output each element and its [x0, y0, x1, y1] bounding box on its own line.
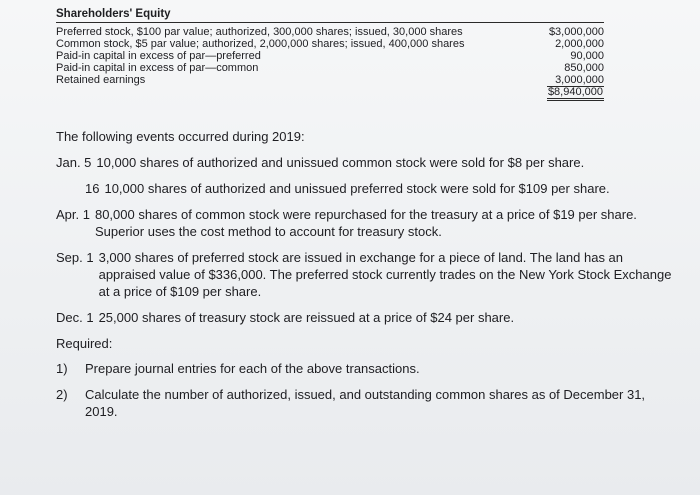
event-date: Apr. 1 [56, 207, 90, 222]
required-number: 1) [56, 361, 68, 376]
equity-row-label: Preferred stock, $100 par value; authorized, 300,000 shares; issued, 30,000 shares [56, 25, 463, 38]
event-text: 80,000 shares of common stock were repurchased for the treasury at a price of $19 per share. Superior uses the cost method to account for treasury stock. [94, 207, 637, 239]
equity-row-label: Paid-in capital in excess of par—preferred [56, 49, 261, 62]
equity-row-amount: 3,000,000 [555, 73, 604, 86]
event-date: Jan. 5 [56, 155, 92, 170]
equity-row-label: Paid-in capital in excess of par—common [56, 61, 259, 74]
required-text: Calculate the number of authorized, issued, and outstanding common shares as of December 31, 2019. [85, 387, 646, 419]
equity-row-amount: $3,000,000 [548, 25, 604, 38]
shareholders-equity-table [56, 8, 616, 98]
event-date: Dec. 1 [56, 310, 94, 325]
required-item-1 [56, 360, 676, 377]
required-number: 2) [56, 387, 68, 402]
required-text: Prepare journal entries for each of the above transactions. [85, 361, 420, 376]
equity-row-apic-common [56, 62, 616, 74]
equity-total-amount: $8,940,000 [547, 86, 604, 101]
equity-row-label: Retained earnings [56, 73, 146, 86]
event-entry-apr-1 [56, 206, 676, 240]
equity-row-amount: 90,000 [570, 49, 604, 62]
event-date: 16 [85, 181, 100, 196]
required-heading: Required: [56, 336, 113, 351]
equity-total-row [56, 86, 616, 98]
equity-row-preferred-stock [56, 26, 616, 38]
event-entry-jan-16 [56, 180, 676, 197]
equity-row-retained-earnings [56, 74, 616, 86]
event-entry-sep-1 [56, 249, 676, 300]
event-text: 10,000 shares of authorized and unissued preferred stock were sold for $109 per share. [104, 181, 610, 196]
event-date: Sep. 1 [56, 250, 94, 265]
equity-row-label: Common stock, $5 par value; authorized, 2,000,000 shares; issued, 400,000 shares [56, 37, 465, 50]
equity-title: Shareholders' Equity [56, 8, 604, 23]
required-item-2 [56, 386, 676, 420]
equity-row-amount: 2,000,000 [555, 37, 604, 50]
equity-row-amount: 850,000 [564, 61, 604, 74]
event-text: 3,000 shares of preferred stock are issued in exchange for a piece of land. The land has an appraised value of $336,000. The preferred stock currently trades on the New York Stock Exchange at a price of $109 per share. [98, 250, 672, 299]
event-text: 10,000 shares of authorized and unissued common stock were sold for $8 per share. [96, 155, 585, 170]
equity-row-apic-preferred [56, 50, 616, 62]
event-entry-jan-5 [56, 154, 676, 171]
event-text: 25,000 shares of treasury stock are reissued at a price of $24 per share. [98, 310, 515, 325]
events-section [56, 128, 676, 429]
event-entry-dec-1 [56, 309, 676, 326]
events-intro: The following events occurred during 2019: [56, 129, 305, 144]
equity-row-common-stock [56, 38, 616, 50]
